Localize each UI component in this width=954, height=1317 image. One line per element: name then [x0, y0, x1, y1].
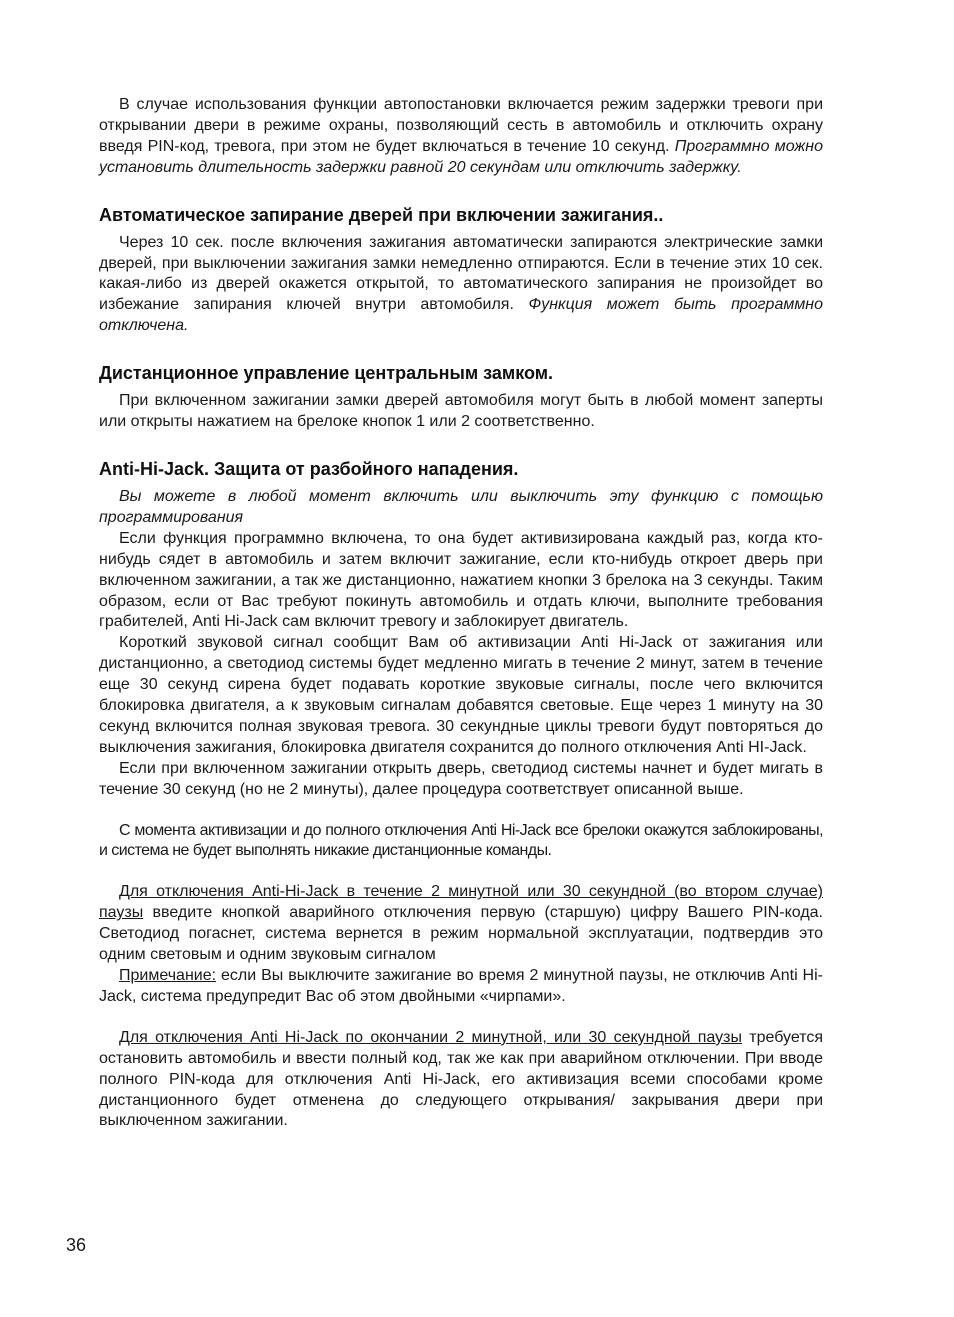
- intro-paragraph: В случае использования функции автопостановки включается режим задержки тревоги при открывании двери в режиме охраны, позволяющий сесть в автомобиль и отключить охрану введя PIN-код, тревога, при этом не будет включаться в течение 10 секунд. Программно можно установить длительность задержки равной 20 секундам или отключить задержку.: [99, 96, 823, 176]
- intro-italic-note: Программно можно установить длительность задержки равной 20 секундам или отключить задержку.: [99, 137, 823, 176]
- note-paragraph: Примечание: если Вы выключите зажигание во время 2 минутной паузы, не отключив Anti Hi-Jack, система предупредит Вас об этом двойными «чирпами».: [99, 967, 823, 1005]
- auto-lock-italic-note: Функция может быть программно отключена.: [99, 296, 823, 335]
- anti-hijack-paragraph-1: Если функция программно включена, то она будет активизирована каждый раз, когда кто-нибудь сядет в автомобиль и затем включит зажигание, если кто-нибудь откроет дверь при включенном зажигании, а так же дистанционно, нажатием кнопки 3 брелока на 3 секунды. Таким образом, если от Вас требуют покинуть автомобиль и отдать ключи, выполните требования грабителей, Anti Hi-Jack сам включит тревогу и заблокирует двигатель.: [99, 529, 823, 631]
- page-content: [99, 95, 823, 1132]
- note-label: Примечание:: [119, 967, 217, 984]
- page-number: 36: [66, 1235, 87, 1255]
- anti-hijack-paragraph-4: С момента активизации и до полного отключения Anti Hi-Jack все брелоки окажутся заблокированы, и система не будет выполнять никакие дистанционные команды.: [99, 821, 823, 860]
- anti-hijack-paragraph-3: Если при включенном зажигании открыть дверь, светодиод системы начнет и будет мигать в течение 30 секунд (но не 2 минуты), далее процедура соответствует описанной выше.: [99, 759, 823, 798]
- remote-lock-paragraph: При включенном зажигании замки дверей автомобиля могут быть в любой момент заперты или открыты нажатием на брелоке кнопок 1 или 2 соответственно.: [99, 392, 823, 431]
- heading-auto-lock: Автоматическое запирание дверей при включении зажигания..: [99, 204, 664, 225]
- auto-lock-paragraph: Через 10 сек. после включения зажигания автоматически запираются электрические замки дверей, при выключении зажигания замки немедленно отпираются. Если в течение этих 10 сек. какая-либо из дверей окажется открытой, то автоматического запирания не произойдет во избежание запирания ключей внутри автомобиля. Функция может быть программно отключена.: [99, 233, 823, 335]
- anti-hijack-italic-note: Вы можете в любой момент включить или выключить эту функцию с помощью программирования: [99, 487, 823, 526]
- disable-in-pause-underlined: Для отключения Anti-Hi-Jack в течение 2 минутной или 30 секундной (во втором случае) паузы: [99, 883, 823, 922]
- disable-after-pause-paragraph: Для отключения Anti Hi-Jack по окончании 2 минутной, или 30 секундной паузы требуется остановить автомобиль и ввести полный код, так же как при аварийном отключении. При вводе полного PIN-кода для отключения Anti Hi-Jack, его активизация всеми способами кроме дистанционного будет отменена до следующего открывания/ закрывания двери при выключенном зажигании.: [99, 1028, 824, 1130]
- disable-after-pause-underlined: Для отключения Anti Hi-Jack по окончании 2 минутной, или 30 секундной паузы: [119, 1028, 742, 1046]
- disable-in-pause-paragraph: Для отключения Anti-Hi-Jack в течение 2 минутной или 30 секундной (во втором случае) паузы введите кнопкой аварийного отключения первую (старшую) цифру Вашего PIN-кода. Светодиод погаснет, система вернется в режим нормальной эксплуатации, подтвердив это одним световым и одним звуковым сигналом: [99, 883, 823, 964]
- heading-remote-central-lock: Дистанционное управление центральным замком.: [99, 363, 554, 384]
- anti-hijack-paragraph-2: Короткий звуковой сигнал сообщит Вам об активизации Anti Hi-Jack от зажигания или дистанционно, а светодиод системы будет медленно мигать в течение 2 минут, затем в течение еще 30 секунд сирена будет подавать короткие звуковые сигналы, после чего включится блокировка двигателя, а к звуковым сигналам добавятся световые. Еще через 1 минуту на 30 секунд включится полная звуковая тревога. 30 секундные циклы тревоги будут повторяться до выключения зажигания, блокировка двигателя сохранится до полного отключения Anti HI-Jack.: [99, 634, 823, 756]
- heading-anti-hijack: Anti-Hi-Jack. Защита от разбойного нападения.: [99, 458, 519, 479]
